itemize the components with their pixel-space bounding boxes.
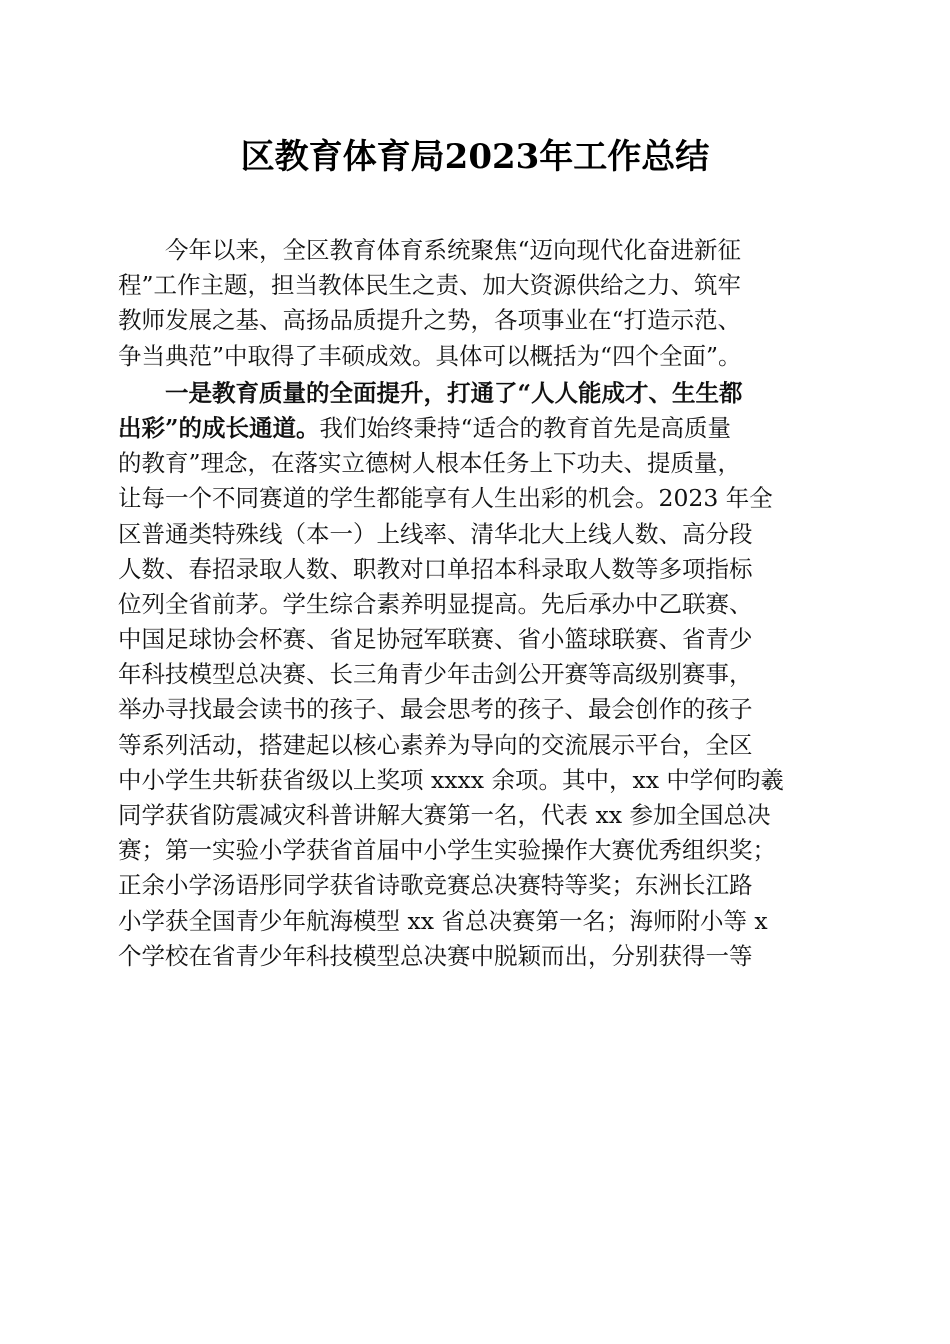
text-line-heading: 一是教育质量的全面提升，打通了“人人能成才、生生都: [165, 378, 743, 407]
text-line: 赛；第一实验小学获省首届中小学生实验操作大赛优秀组织奖；: [118, 836, 776, 865]
text-line: 同学获省防震减灾科普讲解大赛第一名，代表 xx 参加全国总决: [118, 801, 771, 829]
text-line: 正余小学汤语彤同学获省诗歌竞赛总决赛特等奖；东洲长江路: [118, 871, 753, 900]
text-line: 举办寻找最会读书的孩子、最会思考的孩子、最会创作的孩子: [118, 695, 753, 724]
text-line: 等系列活动，搭建起以核心素养为导向的交流展示平台，全区: [118, 730, 753, 759]
text-line: 让每一个不同赛道的学生都能享有人生出彩的机会。2023 年全: [118, 484, 773, 513]
text-line: [118, 411, 830, 446]
document-body: [118, 233, 830, 974]
text-line: 教师发展之基、高扬品质提升之势，各项事业在“打造示范、: [118, 306, 742, 335]
text-line: 中国足球协会杯赛、省足协冠军联赛、省小篮球联赛、省青少: [118, 625, 753, 654]
text-line: 今年以来，全区教育体育系统聚焦“迈向现代化奋进新征: [165, 236, 742, 264]
paragraph-intro: [118, 233, 830, 374]
text-line: 位列全省前茅。学生综合素养明显提高。先后承办中乙联赛、: [118, 589, 753, 618]
text-line: 小学获全国青少年航海模型 xx 省总决赛第一名；海师附小等 x: [118, 906, 768, 935]
text-line: 中小学生共斩获省级以上奖项 xxxx 余项。其中，xx 中学何昀羲: [118, 765, 784, 794]
text-line: 的教育”理念，在落实立德树人根本任务上下功夫、提质量，: [118, 449, 742, 478]
text-line-rest: 我们始终秉持“适合的教育首先是高质量: [319, 413, 732, 442]
text-line: 争当典范”中取得了丰硕成效。具体可以概括为“四个全面”。: [118, 341, 742, 370]
text-heading-end: 出彩”的成长通道。: [118, 413, 320, 442]
text-line: 个学校在省青少年科技模型总决赛中脱颖而出，分别获得一等: [118, 941, 753, 970]
paragraph-education-quality: [118, 376, 830, 974]
text-line: 年科技模型总决赛、长三角青少年击剑公开赛等高级别赛事，: [118, 660, 753, 689]
text-line: 人数、春招录取人数、职教对口单招本科录取人数等多项指标: [118, 554, 753, 583]
document-title: 区教育体育局2023年工作总结: [240, 137, 710, 177]
text-line: 区普通类特殊线（本一）上线率、清华北大上线人数、高分段: [118, 519, 753, 548]
text-line: 程”工作主题，担当教体民生之责、加大资源供给之力、筑牢: [118, 271, 742, 300]
